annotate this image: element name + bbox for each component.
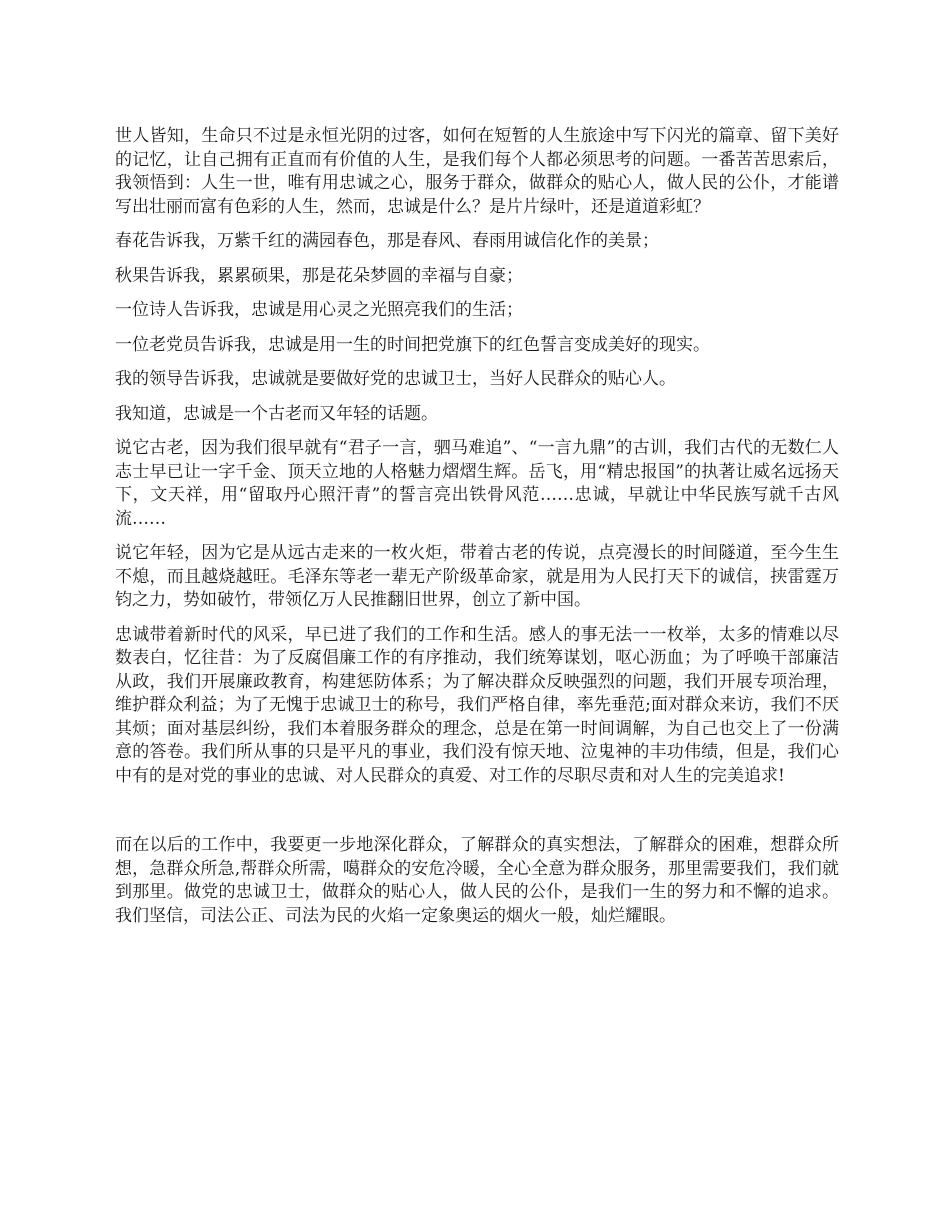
- paragraph-spring-flowers: 春花告诉我，万紫千红的满园春色，那是春风、春雨用诚信化作的美景；: [115, 231, 659, 251]
- document-body: [115, 125, 839, 939]
- paragraph-leader: 我的领导告诉我，忠诚就是要做好党的忠诚卫士，当好人民群众的贴心人。: [115, 369, 676, 389]
- paragraph-intro: 世人皆知，生命只不过是永恒光阴的过客，如何在短暂的人生旅途中写下闪光的篇章、留下美好的记忆，让自己拥有正直而有价值的人生，是我们每个人都必须思考的问题。一番苦苦思索后，我领悟到：人生一世，唯有用忠诚之心，服务于群众，做群众的贴心人，做人民的公仆，才能谱写出壮丽而富有色彩的人生，然而，忠诚是什么？是片片绿叶，还是道道彩虹？: [115, 126, 839, 217]
- paragraph-autumn-fruit: 秋果告诉我，累累硕果，那是花朵梦圆的幸福与自豪；: [115, 265, 523, 286]
- paragraph-ancient: 说它古老，因为我们很早就有“君子一言，驷马难追”、“一言九鼎”的古训，我们古代的无数仁人志士早已让一字千金、顶天立地的人格魅力熠熠生辉。岳飞，用“精忠报国”的执著让威名远扬天下，文天祥，用“留取丹心照汗青”的誓言亮出铁骨风范……忠诚，早就让中华民族写就千古风流……: [115, 438, 839, 529]
- paragraph-future-work: 而在以后的工作中，我要更一步地深化群众，了解群众的真实想法，了解群众的困难，想群众所想，急群众所急,帮群众所需，噶群众的安危冷暖，全心全意为群众服务，那里需要我们，我们就到那里。做党的忠诚卫士，做群众的贴心人，做人民的公仆，是我们一生的努力和不懈的追求。我们坚信，司法公正、司法为民的火焰一定象奥运的烟火一般，灿烂耀眼。: [115, 835, 839, 926]
- paragraph-topic: 我知道，忠诚是一个古老而又年轻的话题。: [115, 403, 438, 424]
- paragraph-veteran-party-member: 一位老党员告诉我，忠诚是用一生的时间把党旗下的红色誓言变成美好的现实。: [115, 334, 710, 355]
- paragraph-new-era: 忠诚带着新时代的风采，早已进了我们的工作和生活。感人的事无法一一枚举，太多的情难以尽数表白，忆往昔：为了反腐倡廉工作的有序推动，我们统筹谋划，呕心沥血；为了呼唤干部廉洁从政，我们开展廉政教育，构建惩防体系；为了解决群众反映强烈的问题，我们开展专项治理，维护群众利益；为了无愧于忠诚卫士的称号，我们严格自律，率先垂范;面对群众来访，我们不厌其烦；面对基层纠纷，我们本着服务群众的理念，总是在第一时间调解，为自己也交上了一份满意的答卷。我们所从事的只是平凡的事业，我们没有惊天地、泣鬼神的丰功伟绩，但是，我们心中有的是对党的事业的忠诚、对人民群众的真爱、对工作的尽职尽责和对人生的完美追求!: [115, 624, 839, 786]
- paragraph-young: 说它年轻，因为它是从远古走来的一枚火炬，带着古老的传说，点亮漫长的时间隧道，至今生生不熄，而且越烧越旺。毛泽东等老一辈无产阶级革命家，就是用为人民打天下的诚信，挟雷霆万钧之力，势如破竹，带领亿万人民推翻旧世界，创立了新中国。: [115, 543, 839, 610]
- paragraph-poet: 一位诗人告诉我，忠诚是用心灵之光照亮我们的生活；: [115, 300, 523, 320]
- paragraph-spacer: [115, 799, 839, 834]
